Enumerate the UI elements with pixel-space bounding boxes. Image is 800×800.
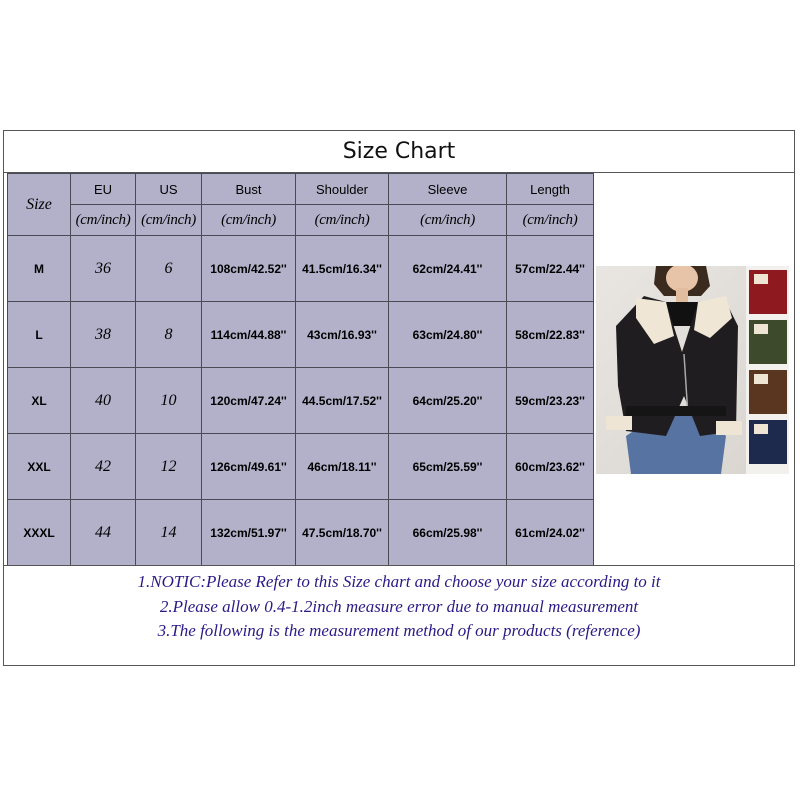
size-label: XXXL bbox=[8, 500, 71, 566]
bust-value: 132cm/51.97'' bbox=[202, 500, 296, 566]
eu-size: 36 bbox=[71, 236, 136, 302]
bust-value: 126cm/49.61'' bbox=[202, 434, 296, 500]
column-header-us: US bbox=[136, 174, 202, 205]
size-table bbox=[7, 173, 594, 566]
us-size: 10 bbox=[136, 368, 202, 434]
table-header-row bbox=[8, 174, 594, 205]
shoulder-value: 41.5cm/16.34'' bbox=[296, 236, 389, 302]
note-line: 1.NOTIC:Please Refer to this Size chart and choose your size according to it bbox=[137, 572, 661, 591]
product-photo bbox=[596, 266, 789, 474]
jacket-model-image bbox=[596, 266, 789, 474]
us-size: 6 bbox=[136, 236, 202, 302]
unit-label: (cm/inch) bbox=[507, 205, 594, 236]
sleeve-value: 62cm/24.41'' bbox=[389, 236, 507, 302]
us-size: 8 bbox=[136, 302, 202, 368]
shoulder-value: 46cm/18.11'' bbox=[296, 434, 389, 500]
bust-value: 108cm/42.52'' bbox=[202, 236, 296, 302]
bust-value: 114cm/44.88'' bbox=[202, 302, 296, 368]
size-header: Size bbox=[8, 174, 71, 236]
column-header-bust: Bust bbox=[202, 174, 296, 205]
size-chart-frame bbox=[3, 130, 795, 666]
sleeve-value: 65cm/25.59'' bbox=[389, 434, 507, 500]
column-header-length: Length bbox=[507, 174, 594, 205]
column-header-eu: EU bbox=[71, 174, 136, 205]
length-value: 60cm/23.62'' bbox=[507, 434, 594, 500]
us-size: 12 bbox=[136, 434, 202, 500]
table-unit-row bbox=[8, 205, 594, 236]
size-chart-title: Size Chart bbox=[4, 131, 794, 173]
eu-size: 42 bbox=[71, 434, 136, 500]
unit-label: (cm/inch) bbox=[202, 205, 296, 236]
note-line: 2.Please allow 0.4-1.2inch measure error due to manual measurement bbox=[159, 596, 639, 616]
size-label: XXL bbox=[8, 434, 71, 500]
unit-label: (cm/inch) bbox=[296, 205, 389, 236]
eu-size: 40 bbox=[71, 368, 136, 434]
eu-size: 44 bbox=[71, 500, 136, 566]
size-label: L bbox=[8, 302, 71, 368]
length-value: 58cm/22.83'' bbox=[507, 302, 594, 368]
table-row bbox=[8, 236, 594, 302]
size-label: M bbox=[8, 236, 71, 302]
length-value: 57cm/22.44'' bbox=[507, 236, 594, 302]
unit-label: (cm/inch) bbox=[389, 205, 507, 236]
shoulder-value: 47.5cm/18.70'' bbox=[296, 500, 389, 566]
size-notes bbox=[4, 565, 794, 644]
us-size: 14 bbox=[136, 500, 202, 566]
note-line: 3.The following is the measurement method of our products (reference) bbox=[157, 621, 641, 640]
table-row bbox=[8, 368, 594, 434]
table-row bbox=[8, 302, 594, 368]
table-row bbox=[8, 500, 594, 566]
eu-size: 38 bbox=[71, 302, 136, 368]
table-row bbox=[8, 434, 594, 500]
shoulder-value: 43cm/16.93'' bbox=[296, 302, 389, 368]
column-header-sleeve: Sleeve bbox=[389, 174, 507, 205]
length-value: 59cm/23.23'' bbox=[507, 368, 594, 434]
sleeve-value: 64cm/25.20'' bbox=[389, 368, 507, 434]
size-label: XL bbox=[8, 368, 71, 434]
column-header-shoulder: Shoulder bbox=[296, 174, 389, 205]
unit-label: (cm/inch) bbox=[136, 205, 202, 236]
sleeve-value: 66cm/25.98'' bbox=[389, 500, 507, 566]
shoulder-value: 44.5cm/17.52'' bbox=[296, 368, 389, 434]
sleeve-value: 63cm/24.80'' bbox=[389, 302, 507, 368]
bust-value: 120cm/47.24'' bbox=[202, 368, 296, 434]
length-value: 61cm/24.02'' bbox=[507, 500, 594, 566]
unit-label: (cm/inch) bbox=[71, 205, 136, 236]
